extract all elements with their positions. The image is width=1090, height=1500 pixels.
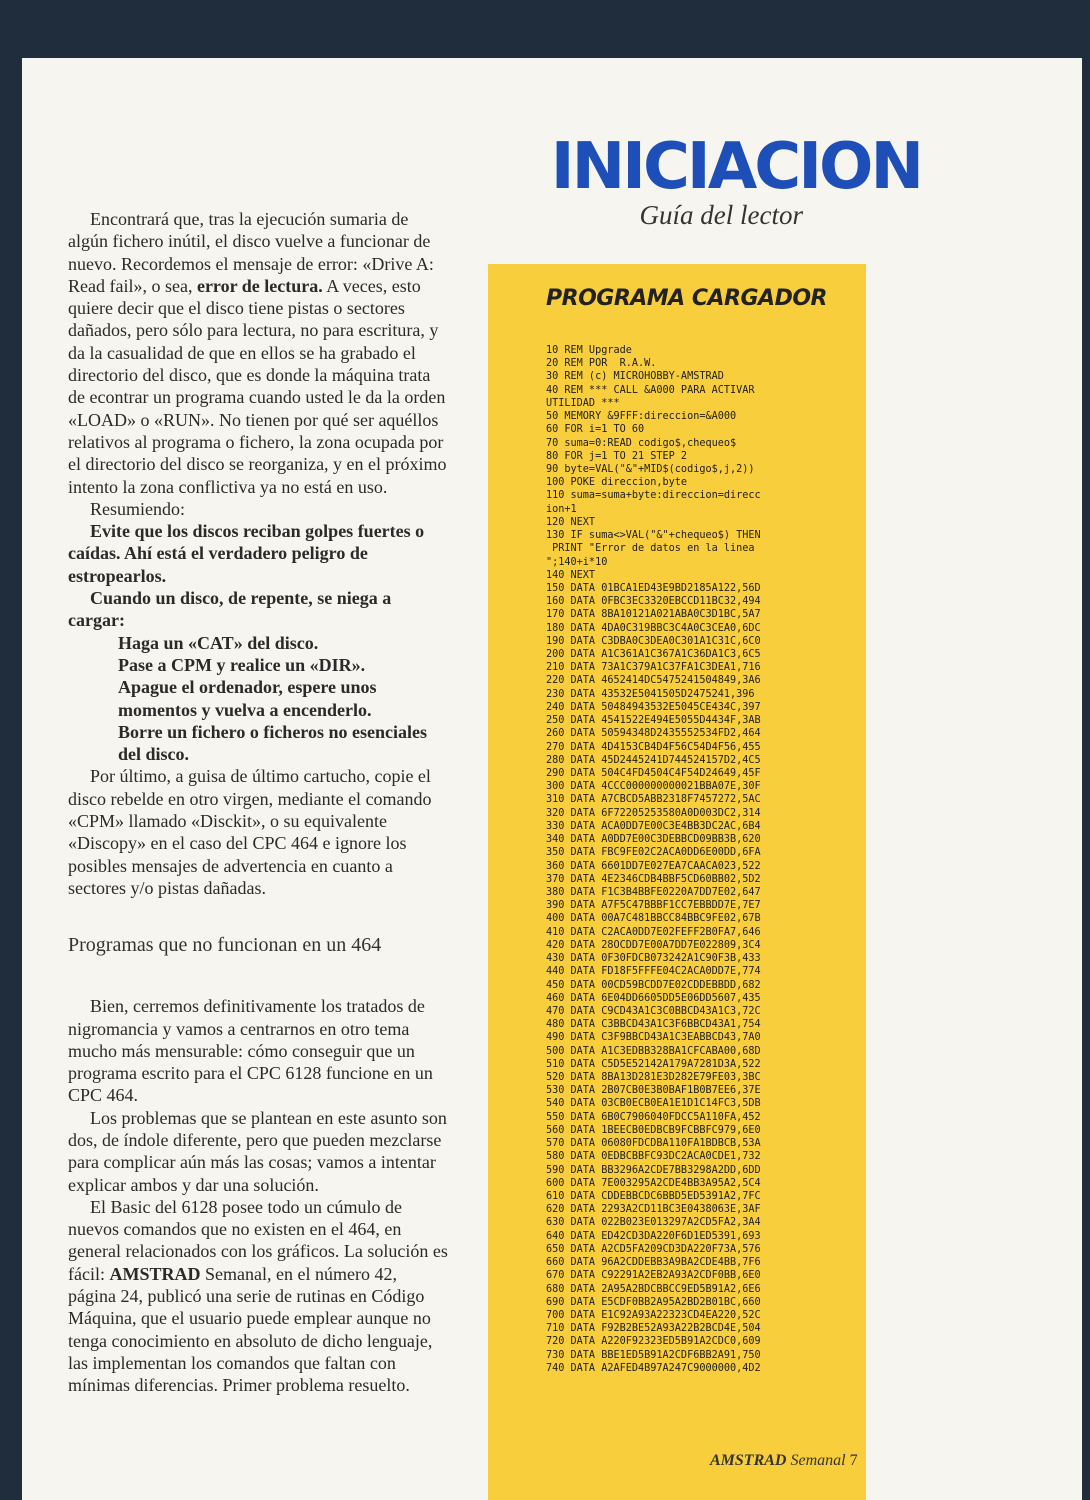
code-line: 300 DATA 4CCC000000000021BBA07E,30F xyxy=(546,781,761,793)
code-line: 640 DATA ED42CD3DA220F6D1ED5391,693 xyxy=(546,1230,761,1242)
code-line: 730 DATA BBE1ED5B91A2CDF6BB2A91,750 xyxy=(546,1349,761,1361)
page-footer xyxy=(710,1452,858,1470)
code-line: 170 DATA 8BA10121A021ABA0C3D1BC,5A7 xyxy=(546,609,761,621)
code-line: 670 DATA C92291A2EB2A93A2CDF0BB,6E0 xyxy=(546,1270,761,1282)
code-line: 460 DATA 6E04DD6605DD5E06DD5607,435 xyxy=(546,992,761,1004)
subsection-heading: Programas que no funcionan en un 464 xyxy=(68,934,382,957)
code-line: 380 DATA F1C3B4BBFE0220A7DD7E02,647 xyxy=(546,886,761,898)
code-line: 160 DATA 0FBC3EC3320EBCCD11BC32,494 xyxy=(546,596,761,608)
code-line: 700 DATA E1C92A93A22323CD4EA220,52C xyxy=(546,1309,761,1321)
instruction-step: Haga un «CAT» del disco. xyxy=(118,632,319,653)
code-line: 330 DATA ACA0DD7E00C3E4BB3DC2AC,6B4 xyxy=(546,820,761,832)
paragraph-text: El Basic del 6128 posee todo un cúmulo de nuevos comandos que no existen en el 464, en general relacionados con los gráficos. La solución es fácil: xyxy=(68,1196,448,1284)
page-number: 7 xyxy=(849,1452,858,1469)
code-line: 10 REM Upgrade xyxy=(546,345,632,356)
magazine-page xyxy=(22,58,1082,1500)
code-line: 190 DATA C3DBA0C3DEA0C301A1C31C,6C0 xyxy=(546,635,761,647)
section-header xyxy=(491,130,921,230)
code-line: 690 DATA E5CDF0BB2A95A2BD2B01BC,660 xyxy=(546,1296,761,1308)
paragraph-bien: Bien, cerremos definitivamente los tratados de nigromancia y vamos a centrarnos en otro tema mucho más mensurable: cómo conseguir que un programa escrito para el CPC 6128 funcione en un CPC 464. xyxy=(68,996,433,1106)
paragraph-text: A veces, esto quiere decir que el disco tiene pistas o sectores dañados, pero sólo para lectura, no para escritura, y da la casualidad de que en ellos se ha grabado el directorio del disco, que es donde la máquina trata de econtrar un programa cuando usted le da la orden «LOAD» o «RUN». No tienen por qué ser aquéllos relativos al programa o fichero, la zona ocupada por el directorio del disco se reorganiza, y en el próximo intento la zona conflictiva ya no está en uso. xyxy=(68,275,447,497)
code-line: 110 suma=suma+byte:direccion=direcc xyxy=(546,490,761,502)
code-line: 450 DATA 00CD59BCDD7E02CDDEBBDD,682 xyxy=(546,979,761,991)
code-line: ";140+i*10 xyxy=(546,556,608,568)
resumiendo-label: Resumiendo: xyxy=(90,498,185,519)
code-line: 70 suma=0:READ codigo$,chequeo$ xyxy=(546,437,737,449)
emphasis-text: AMSTRAD xyxy=(109,1263,201,1284)
code-line: 510 DATA C5D5E52142A179A7281D3A,522 xyxy=(546,1058,761,1070)
code-line: 620 DATA 2293A2CD11BC3E0438063E,3AF xyxy=(546,1204,761,1216)
code-line: 600 DATA 7E003295A2CDE4BB3A95A2,5C4 xyxy=(546,1177,761,1189)
code-line: 590 DATA BB3296A2CDE7BB3298A2DD,6DD xyxy=(546,1164,761,1176)
code-line: 40 REM *** CALL &A000 PARA ACTIVAR xyxy=(546,384,755,396)
code-line: 200 DATA A1C361A1C367A1C36DA1C3,6C5 xyxy=(546,649,761,661)
paragraph-intro xyxy=(68,208,448,498)
code-line: 720 DATA A220F92323ED5B91A2CDC0,609 xyxy=(546,1336,761,1348)
code-line: 340 DATA A0DD7E00C3DEBBCD09BB3B,620 xyxy=(546,834,761,846)
code-line: 310 DATA A7CBCD5ABB2318F7457272,5AC xyxy=(546,794,761,806)
code-line: 430 DATA 0F30FDCB073242A1C90F3B,433 xyxy=(546,953,761,965)
code-line: 120 NEXT xyxy=(546,516,596,528)
code-line: UTILIDAD *** xyxy=(546,397,620,409)
code-line: 540 DATA 03CB0ECB0EA1E1D1C14FC3,5DB xyxy=(546,1098,761,1110)
code-line: 90 byte=VAL("&"+MID$(codigo$,j,2)) xyxy=(546,463,755,475)
listing-title: PROGRAMA CARGADOR xyxy=(546,286,827,311)
code-line: 230 DATA 43532E5041505D2475241,396 xyxy=(546,688,755,700)
code-line: 320 DATA 6F72205253580A0D003DC2,314 xyxy=(546,807,761,819)
code-line: 660 DATA 96A2CDDEBB3A9BA2CDE4BB,7F6 xyxy=(546,1257,761,1269)
code-line: 610 DATA CDDEBBCDC6BBD5ED5391A2,7FC xyxy=(546,1191,761,1202)
instruction-step: Pase a CPM y realice un «DIR». xyxy=(118,654,366,675)
code-line: 530 DATA 2B07CB0E3B0BAF1B0B7EE6,37E xyxy=(546,1085,761,1097)
code-line: 470 DATA C9CD43A1C3C0BBCD43A1C3,72C xyxy=(546,1005,761,1017)
code-line: 250 DATA 4541522E494E5055D4434F,3AB xyxy=(546,715,761,727)
instruction-step: Apague el ordenador, espere unos momentos y vuelva a encenderlo. xyxy=(118,677,377,720)
program-listing-box xyxy=(488,264,866,1500)
code-line: 560 DATA 1BEECB0EDBCB9FCBBFC979,6E0 xyxy=(546,1124,761,1136)
code-line: 490 DATA C3F9BBCD43A1C3EABBCD43,7A0 xyxy=(546,1032,761,1044)
code-line: PRINT "Error de datos en la linea xyxy=(546,543,755,555)
paragraph-problemas: Los problemas que se plantean en este asunto son dos, de índole diferente, pero que pueden mezclarse para complicar aún más las cosas; vamos a intentar explicar ambos y dar una solución. xyxy=(68,1107,447,1195)
emphasis-text: error de lectura. xyxy=(196,275,323,296)
paragraph-text: Encontrará que, tras la ejecución sumaria de algún fichero inútil, el disco vuelve a funcionar de nuevo. Recordemos el mensaje de error: «Drive A: Read fail», o sea, xyxy=(68,209,434,296)
code-line: 650 DATA A2CD5FA209CD3DA220F73A,576 xyxy=(546,1243,761,1255)
code-line: 550 DATA 6B0C7906040FDCC5A110FA,452 xyxy=(546,1111,761,1123)
code-line: 150 DATA 01BCA1ED43E9BD2185A122,56D xyxy=(546,582,761,594)
code-line: 50 MEMORY &9FFF:direccion=&A000 xyxy=(546,411,737,423)
code-line: 350 DATA FBC9FE02C2ACA0DD6E00DD,6FA xyxy=(546,847,761,859)
code-line: 60 FOR i=1 TO 60 xyxy=(546,424,645,436)
code-line: 370 DATA 4E2346CDB4BBF5CD60BB02,5D2 xyxy=(546,873,761,885)
paragraph-text: Semanal, en el número 42, página 24, publicó una serie de rutinas en Código Máquina, que el usuario puede emplear aunque no tenga conocimiento en absoluto de dicho lenguaje, las implementan los comandos que faltan con mínimas diferencias. Primer problema resuelto. xyxy=(68,1263,433,1396)
code-line: 290 DATA 504C4FD4504C4F54D24649,45F xyxy=(546,768,761,779)
advice-paragraph: Cuando un disco, de repente, se niega a cargar: xyxy=(68,588,392,631)
paragraph-basic xyxy=(68,1196,448,1397)
article-body xyxy=(68,208,448,1397)
instruction-step: Borre un fichero o ficheros no esenciales del disco. xyxy=(118,721,427,765)
magazine-name: AMSTRAD xyxy=(710,1452,787,1469)
code-line: 440 DATA FD18F5FFFE04C2ACA0DD7E,774 xyxy=(546,966,761,978)
code-line: 360 DATA 6601DD7E027EA7CAACA023,522 xyxy=(546,860,761,872)
code-line: 260 DATA 50594348D2435552534FD2,464 xyxy=(546,728,761,740)
code-line: 280 DATA 45D2445241D744524157D2,4C5 xyxy=(546,754,761,766)
code-line: 130 IF suma<>VAL("&"+chequeo$) THEN xyxy=(546,530,761,542)
code-line: 220 DATA 4652414DC5475241504849,3A6 xyxy=(546,675,761,687)
code-line: 420 DATA 28OCDD7E00A7DD7E022809,3C4 xyxy=(546,939,761,951)
section-title: INICIACION xyxy=(550,130,921,204)
code-line: 100 POKE direccion,byte xyxy=(546,477,688,489)
code-line: 240 DATA 50484943532E5045CE434C,397 xyxy=(546,701,761,713)
code-line: 710 DATA F92B2BE52A93A22B2BCD4E,504 xyxy=(546,1323,761,1335)
code-line: 270 DATA 4D4153CB4D4F56C54D4F56,455 xyxy=(546,741,761,753)
paragraph-ultimo: Por último, a guisa de último cartucho, copie el disco rebelde en otro virgen, mediante el comando «CPM» llamado «Disckit», o su equivalente «Discopy» en el caso del CPC 464 e ignore los posibles mensajes de advertencia en cuanto a sectores y/o pistas dañadas. xyxy=(68,766,432,898)
section-subtitle: Guía del lector xyxy=(639,200,803,230)
code-listing xyxy=(546,344,836,1375)
code-line: 680 DATA 2A95A2BDCBBCC9ED5B91A2,6E6 xyxy=(546,1283,761,1295)
code-line: 630 DATA 022B023E013297A2CD5FA2,3A4 xyxy=(546,1217,761,1229)
code-line: ion+1 xyxy=(546,503,577,515)
code-line: 80 FOR j=1 TO 21 STEP 2 xyxy=(546,450,688,462)
code-line: 390 DATA A7F5C47BBBF1CC7EBBDD7E,7E7 xyxy=(546,900,761,912)
code-line: 140 NEXT xyxy=(546,569,596,581)
code-line: 180 DATA 4DA0C319BBC3C4A0C3CEA0,6DC xyxy=(546,622,761,634)
code-line: 570 DATA 06080FDCDBA110FA1BDBCB,53A xyxy=(546,1138,761,1150)
code-line: 210 DATA 73A1C379A1C37FA1C3DEA1,716 xyxy=(546,662,761,674)
code-line: 520 DATA 8BA13D281E3D282E79FE03,3BC xyxy=(546,1072,761,1084)
code-line: 500 DATA A1C3EDBB328BA1CFCABA00,68D xyxy=(546,1045,761,1057)
code-line: 580 DATA 0EDBCBBFC93DC2ACA0CDE1,732 xyxy=(546,1151,761,1163)
code-line: 410 DATA C2ACA0DD7E02FEFF2B0FA7,646 xyxy=(546,926,761,938)
magazine-edition: Semanal xyxy=(790,1452,846,1469)
advice-paragraph: Evite que los discos reciban golpes fuertes o caídas. Ahí está el verdadero peligro de estropearlos. xyxy=(68,521,425,586)
code-line: 30 REM (c) MICROHOBBY-AMSTRAD xyxy=(546,371,724,383)
code-line: 20 REM POR R.A.W. xyxy=(546,358,657,370)
code-line: 480 DATA C3BBCD43A1C3F6BBCD43A1,754 xyxy=(546,1019,761,1031)
code-line: 740 DATA A2AFED4B97A247C9000000,4D2 xyxy=(546,1362,761,1374)
code-line: 400 DATA 00A7C481BBCC84BBC9FE02,67B xyxy=(546,913,761,925)
